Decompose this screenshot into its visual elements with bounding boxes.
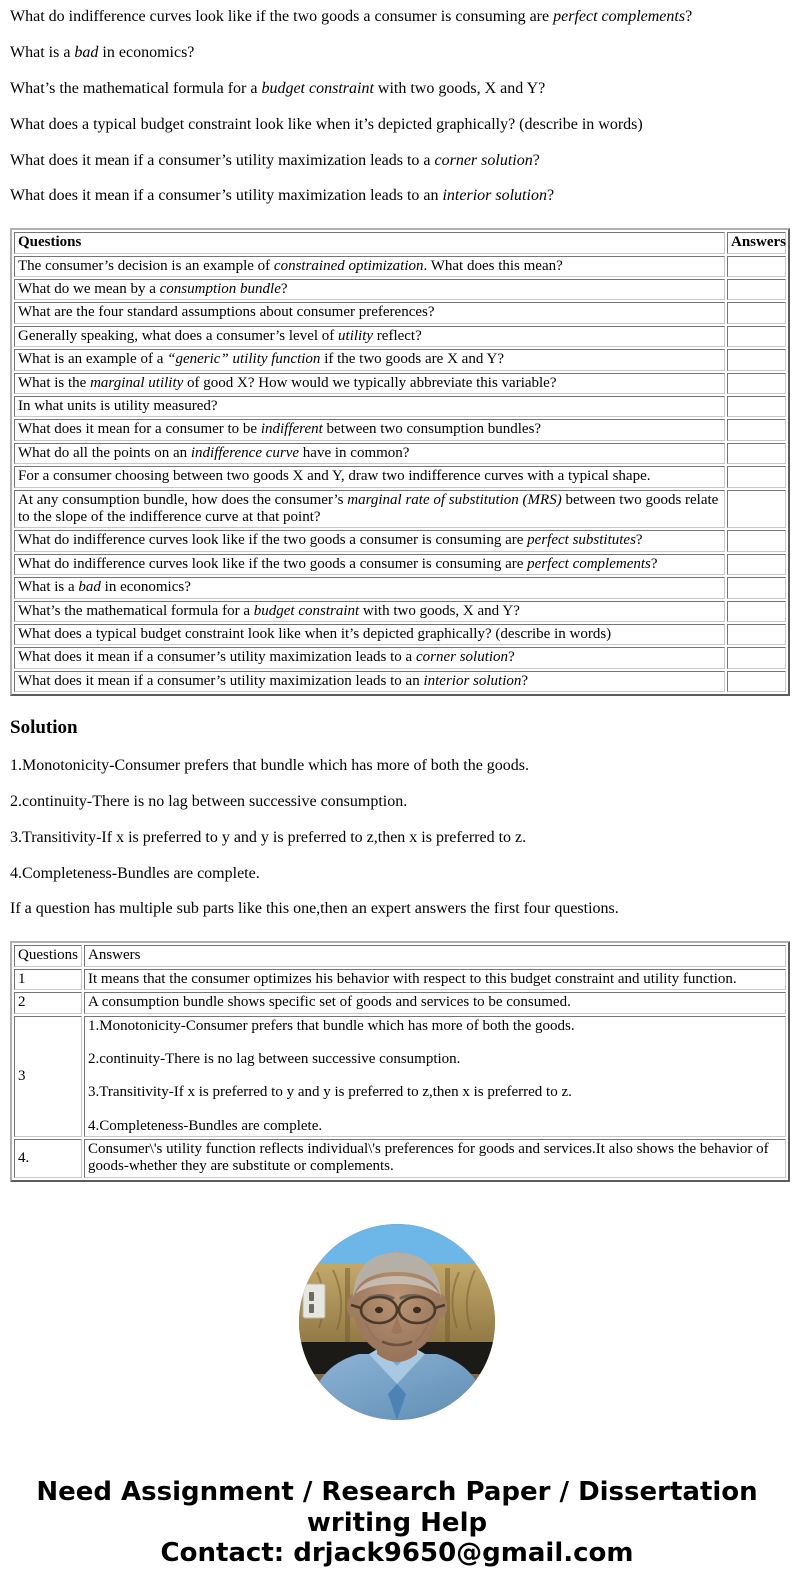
intro-question-list [0,8,794,206]
answer-row-text [84,1016,786,1138]
table-row [14,671,786,692]
question-text-post: ? [521,672,529,689]
answer-cell[interactable] [727,490,786,529]
question-cell [14,624,725,645]
intro-paragraph-3 [10,80,784,99]
solution-note: If a question has multiple sub parts like this one,then an expert answers the first four questions. [10,900,619,918]
column-header-questions: Questions [14,945,82,966]
question-text-pre: What do all the points on an [18,444,191,461]
question-text-emphasis: indifference curve [190,444,300,461]
table-row [14,554,786,575]
question-text-post: between two consumption bundles? [322,421,542,438]
question-text-post: ? [508,649,515,666]
question-text-emphasis: consumption bundle [159,281,281,298]
table-row [14,601,786,622]
table-row [14,256,786,277]
question-text-pre: What’s the mathematical formula for a [18,602,254,619]
question-text-emphasis: indifferent [260,421,323,438]
promo-line-2: writing Help [306,1507,488,1538]
answer-cell[interactable] [727,302,786,323]
intro-p1-pre: What do indifference curves look like if the two goods a consumer is consuming are [10,8,554,25]
question-cell [14,302,725,323]
solution-line-3: 3.Transitivity-If x is preferred to y and y is preferred to z,then x is preferred to z. [10,828,527,846]
intro-p2-post: in economics? [98,43,195,61]
answer-paragraph: A consumption bundle shows specific set of goods and services to be consumed. [88,994,571,1011]
question-cell [14,326,725,347]
question-text-pre: What does it mean for a consumer to be [18,421,261,438]
question-cell [14,530,725,551]
intro-p1-emphasis: perfect complements [553,8,686,25]
table-row [14,577,786,598]
solution-line-4: 4.Completeness-Bundles are complete. [10,864,260,882]
question-text-post: between two goods relate to the slope of the indifference curve at that point? [18,491,719,525]
answer-cell[interactable] [727,349,786,370]
question-text-emphasis: perfect complements [527,555,651,572]
intro-paragraph-6 [10,187,784,206]
answer-row-text [84,1139,786,1178]
answer-cell[interactable] [727,530,786,551]
question-text-emphasis: perfect substitutes [527,532,636,549]
question-text-pre: The consumer’s decision is an example of [18,257,274,274]
answer-row-number: 4. [14,1139,82,1178]
question-text-post: have in common? [299,444,410,461]
table-row [14,969,786,990]
answer-row-number: 3 [14,1016,82,1138]
answer-row-text [84,969,786,990]
question-text-post: if the two goods are X and Y? [320,351,504,368]
question-text-pre: Generally speaking, what does a consumer’s level of [18,327,339,344]
intro-paragraph-2 [10,44,784,63]
question-cell [14,419,725,440]
question-text-emphasis: constrained optimization [273,257,424,274]
intro-paragraph-1 [10,8,784,27]
answer-cell[interactable] [727,601,786,622]
question-text-post: reflect? [373,327,422,344]
answer-paragraph: It means that the consumer optimizes his behavior with respect to this budget constraint and utility function. [88,970,737,987]
question-text-emphasis: corner solution [415,649,509,666]
question-text-pre: For a consumer choosing between two goods X and Y, draw two indifference curves with a typical shape. [18,468,651,485]
intro-p2-pre: What is a [10,43,75,61]
table-row [14,466,786,487]
column-header-answers: Answers [84,945,786,966]
question-text-emphasis: marginal utility [90,374,184,391]
question-text-pre: What do we mean by a [18,281,160,298]
table-row [14,302,786,323]
question-cell [14,279,725,300]
answer-cell[interactable] [727,279,786,300]
answer-cell[interactable] [727,671,786,692]
question-text-post: ? [280,281,288,298]
answer-paragraph: 4.Completeness-Bundles are complete. [88,1117,323,1134]
question-text-post: with two goods, X and Y? [359,602,520,619]
questions-table-wrapper [10,228,784,696]
question-cell [14,373,725,394]
table-row [14,490,786,529]
question-text-emphasis: “generic” utility function [167,351,321,368]
table-row [14,443,786,464]
question-cell [14,647,725,668]
question-text-pre: What does it mean if a consumer’s utility maximization leads to an [18,672,424,689]
answer-paragraph: 3.Transitivity-If x is preferred to y and y is preferred to z,then x is preferred to z. [88,1084,572,1101]
intro-p5-pre: What does it mean if a consumer’s utility maximization leads to a [10,151,435,169]
solution-line-2: 2.continuity-There is no lag between successive consumption. [10,792,408,810]
question-text-pre: What is an example of a [18,351,168,368]
question-text-post: of good X? How would we typically abbreviate this variable? [183,374,557,391]
question-text-pre: What is the [18,374,91,391]
avatar-block [0,1224,794,1425]
intro-p5-post: ? [532,151,540,169]
table-row [14,1139,786,1178]
table-header-row [14,945,786,966]
table-row [14,1016,786,1138]
intro-p6-pre: What does it mean if a consumer’s utility maximization leads to an [10,187,443,205]
answers-table-wrapper [10,941,784,1182]
answer-cell[interactable] [727,647,786,668]
promo-footer [0,1477,794,1587]
table-row [14,530,786,551]
question-cell [14,577,725,598]
question-text-post: in economics? [100,579,191,596]
column-header-answers: Answers [727,232,786,253]
question-text-post: . What does this mean? [423,257,563,274]
intro-p3-post: with two goods, X and Y? [373,79,546,97]
question-cell [14,554,725,575]
question-text-emphasis: bad [78,579,101,596]
intro-p3-emphasis: budget constraint [261,79,374,97]
answer-paragraph: 1.Monotonicity-Consumer prefers that bundle which has more of both the goods. [88,1017,575,1034]
answer-paragraph: 2.continuity-There is no lag between successive consumption. [88,1050,461,1067]
table-row [14,279,786,300]
answer-cell[interactable] [727,373,786,394]
question-text-pre: What do indifference curves look like if the two goods a consumer is consuming are [18,555,528,572]
answer-row-number: 2 [14,992,82,1013]
table-row [14,373,786,394]
table-row [14,419,786,440]
question-text-pre: What does it mean if a consumer’s utility maximization leads to a [18,649,416,666]
intro-paragraph-5 [10,152,784,171]
answer-cell[interactable] [727,326,786,347]
intro-p6-post: ? [546,187,555,205]
questions-table [10,228,790,696]
question-text-pre: What do indifference curves look like if the two goods a consumer is consuming are [18,532,528,549]
answer-paragraph: Consumer\'s utility function reflects individual\'s preferences for goods and services.It also shows the behavior of goods-whether they are substitute or complements. [88,1141,769,1175]
solution-line-1: 1.Monotonicity-Consumer prefers that bundle which has more of both the goods. [10,756,530,774]
answer-row-number: 1 [14,969,82,990]
question-cell [14,256,725,277]
question-text-emphasis: budget constraint [253,602,360,619]
table-row [14,326,786,347]
question-text-emphasis: utility [338,327,374,344]
solution-heading: Solution [10,717,78,739]
question-text-pre: What is a [18,579,79,596]
question-text-pre: What are the four standard assumptions about consumer preferences? [18,304,435,321]
question-cell [14,466,725,487]
answer-cell[interactable] [727,419,786,440]
answer-cell[interactable] [727,624,786,645]
table-row [14,349,786,370]
promo-line-1: Need Assignment / Research Paper / Dissertation [36,1476,758,1507]
intro-p1-post: ? [685,8,693,25]
answer-cell[interactable] [727,554,786,575]
answers-table [10,941,790,1182]
answer-row-text [84,992,786,1013]
avatar [299,1224,495,1420]
solution-section [0,718,794,919]
answer-cell[interactable] [727,396,786,417]
promo-contact-line: Contact: drjack9650@gmail.com [160,1538,634,1569]
question-text-pre: At any consumption bundle, how does the consumer’s [18,491,348,508]
question-cell [14,490,725,529]
intro-p3-pre: What’s the mathematical formula for a [10,79,262,97]
intro-p6-emphasis: interior solution [442,187,547,205]
table-header-row [14,232,786,253]
answer-cell[interactable] [727,443,786,464]
question-text-emphasis: marginal rate of substitution (MRS) [347,491,562,508]
answer-cell[interactable] [727,256,786,277]
table-row [14,624,786,645]
intro-paragraph-4: What does a typical budget constraint look like when it’s depicted graphically? (describe in words) [10,115,643,133]
table-row [14,647,786,668]
column-header-questions: Questions [14,232,725,253]
document-page [0,8,794,1587]
question-text-post: ? [635,532,643,549]
table-row [14,992,786,1013]
question-cell [14,671,725,692]
question-cell [14,601,725,622]
intro-p2-emphasis: bad [74,43,99,61]
avatar-photo-icon [299,1224,495,1420]
question-cell [14,443,725,464]
question-cell [14,396,725,417]
table-row [14,396,786,417]
question-cell [14,349,725,370]
answer-cell[interactable] [727,466,786,487]
question-text-emphasis: interior solution [423,672,522,689]
answer-cell[interactable] [727,577,786,598]
question-text-pre: In what units is utility measured? [18,397,218,414]
question-text-pre: What does a typical budget constraint look like when it’s depicted graphically? (describe in words) [18,625,612,642]
intro-p5-emphasis: corner solution [434,151,533,169]
question-text-post: ? [650,555,658,572]
